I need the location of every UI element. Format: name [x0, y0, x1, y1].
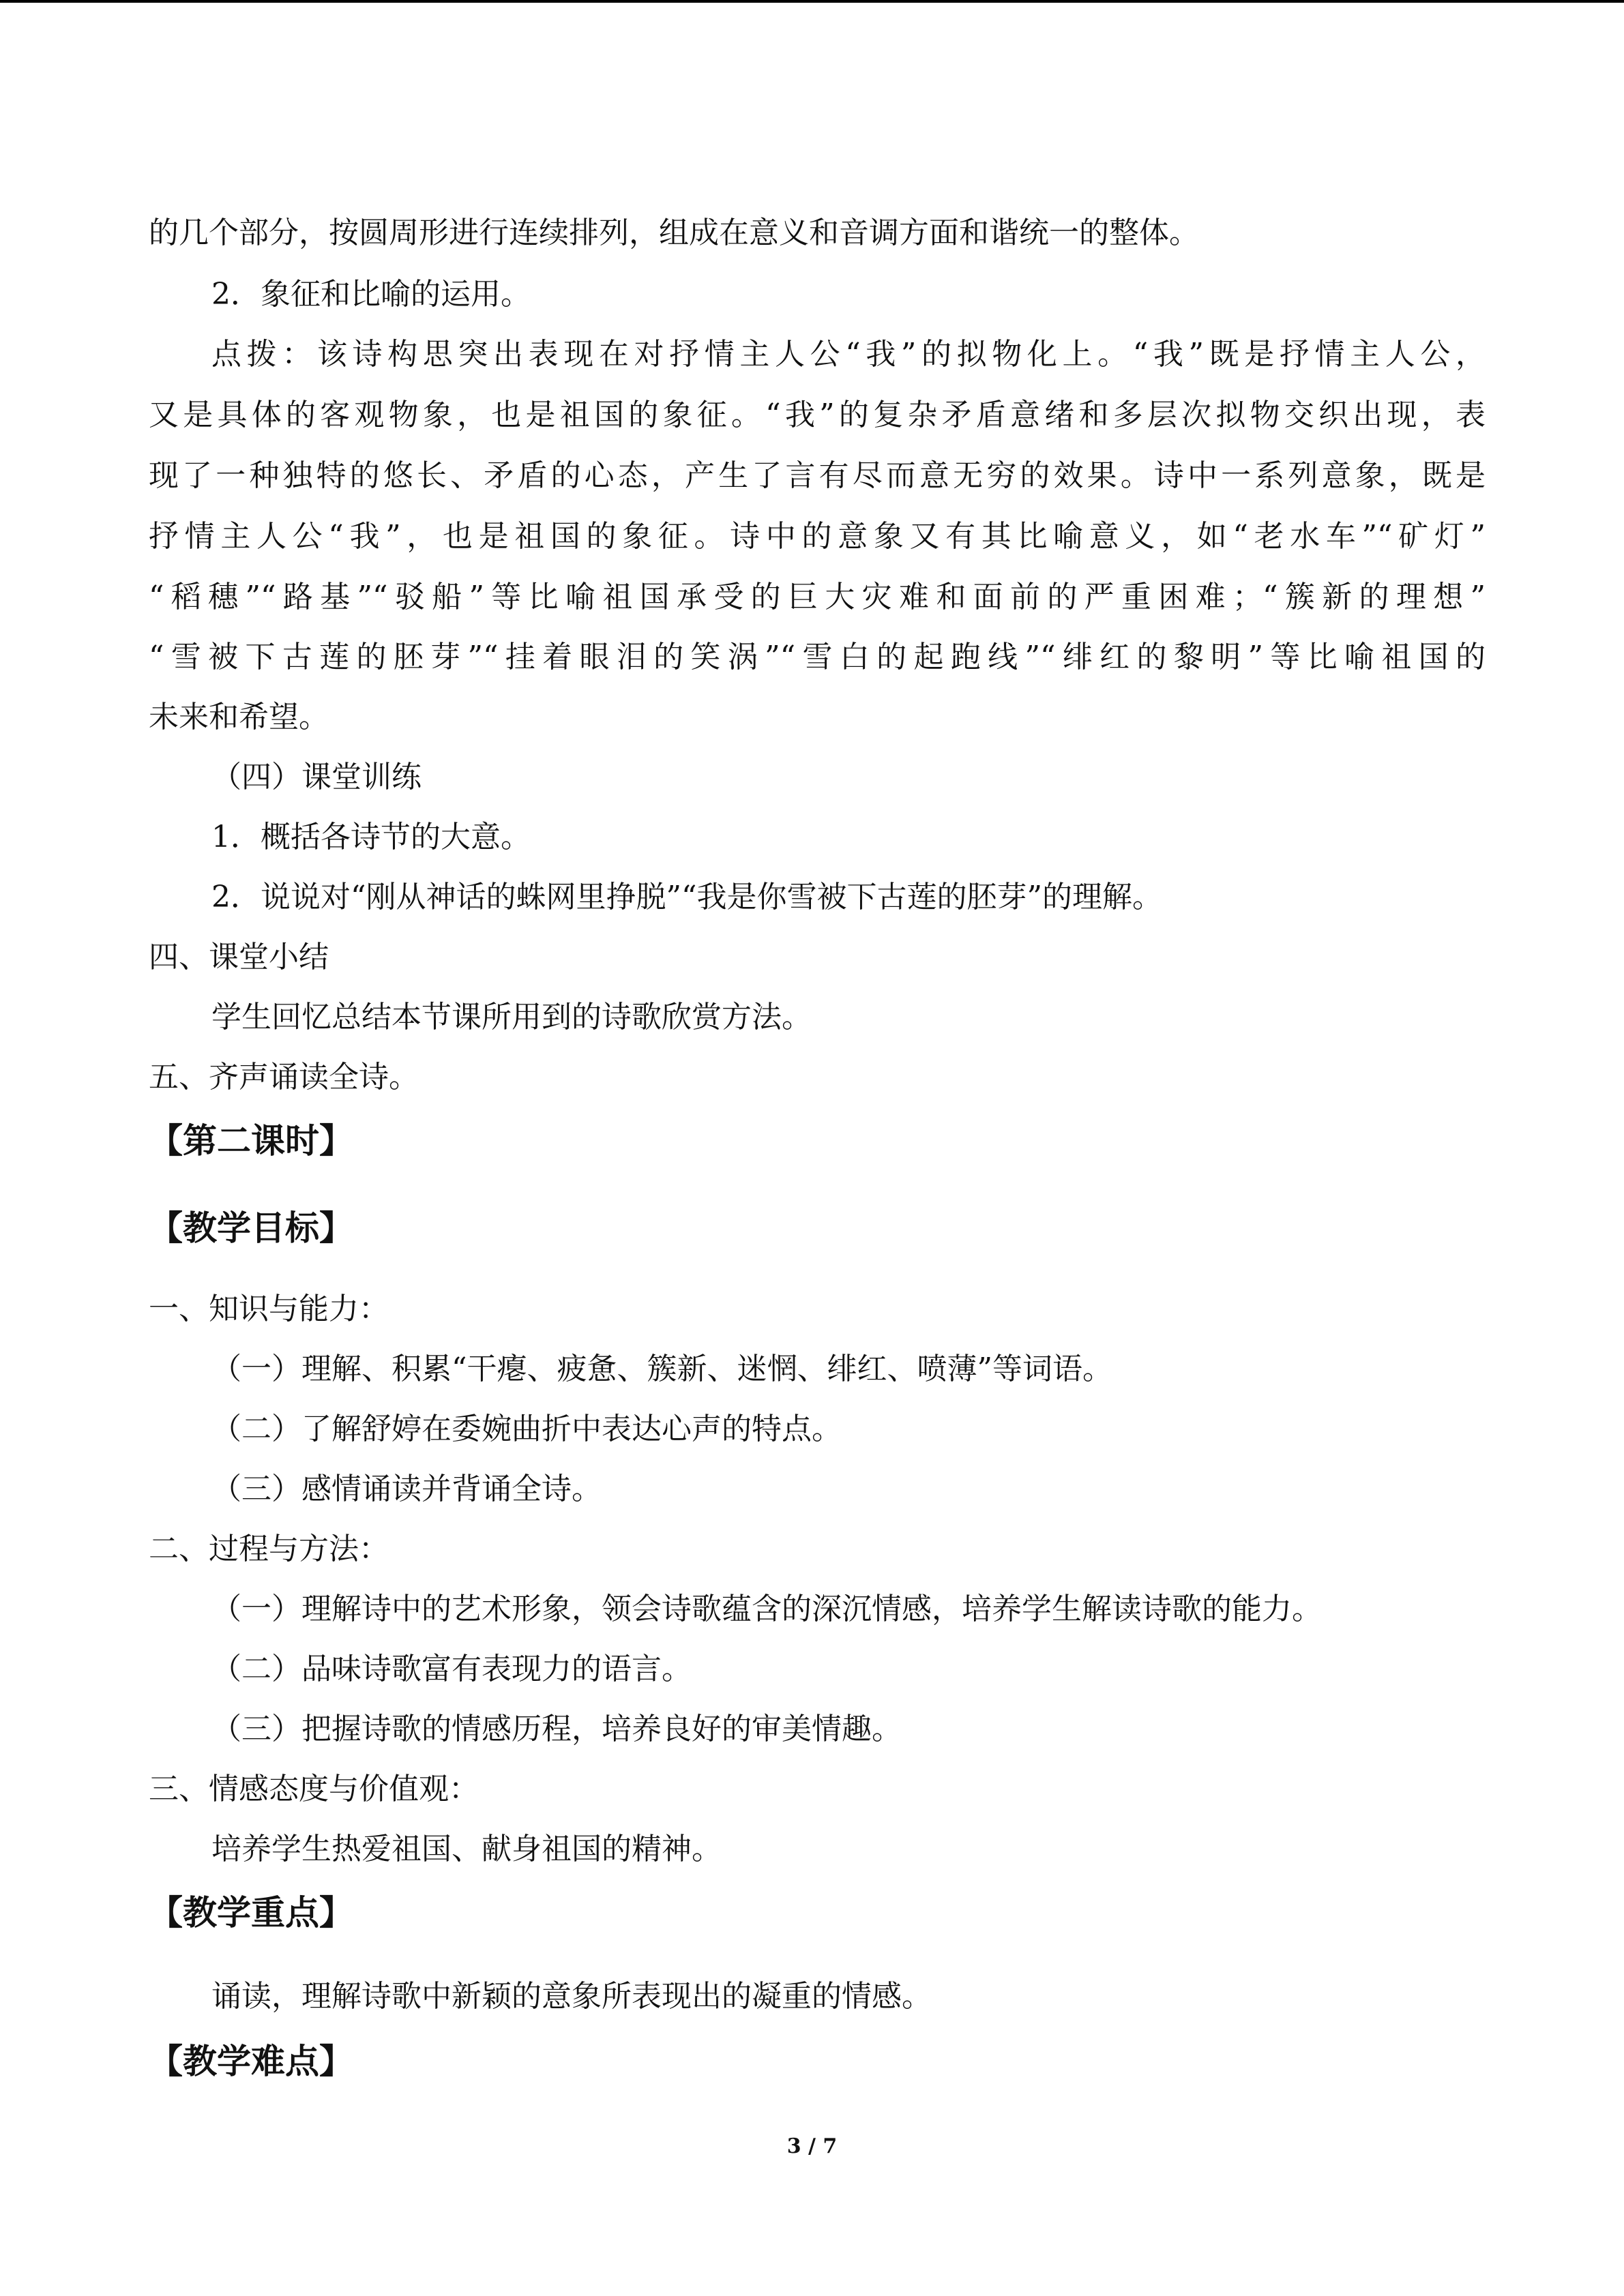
goal-item: （一）理解、积累“干瘪、疲惫、簇新、迷惘、绯红、喷薄”等词语。 — [211, 1352, 1112, 1386]
training-item: 1．概括各诗节的大意。 — [211, 820, 531, 854]
heading-teaching-focus: 【教学重点】 — [149, 1892, 353, 1933]
goal-item: （二）了解舒婷在委婉曲折中表达心声的特点。 — [211, 1412, 842, 1446]
goal-category: 一、知识与能力： — [149, 1292, 389, 1326]
hint-paragraph-line: 点拨：该诗构思突出表现在对抒情主人公“我”的拟物化上。“我”既是抒情主人公， — [211, 337, 1486, 372]
goal-category: 二、过程与方法： — [149, 1532, 389, 1566]
hint-paragraph-line: 未来和希望。 — [149, 700, 329, 734]
page-number: 3 / 7 — [786, 2134, 838, 2158]
goal-item: （三）把握诗歌的情感历程，培养良好的审美情趣。 — [211, 1712, 902, 1746]
heading-second-lesson: 【第二课时】 — [149, 1120, 353, 1161]
hint-paragraph-line: 现了一种独特的悠长、矛盾的心态，产生了言有尽而意无穷的效果。诗中一系列意象，既是 — [149, 458, 1486, 493]
section-heading-recite: 五、齐声诵读全诗。 — [149, 1060, 419, 1094]
training-item: 2．说说对“刚从神话的蛛网里挣脱”“我是你雪被下古莲的胚芽”的理解。 — [211, 880, 1162, 914]
hint-paragraph-line: “稻穗”“路基”“驳船”等比喻祖国承受的巨大灾难和面前的严重困难；“簇新的理想” — [149, 580, 1486, 614]
hint-paragraph-line: 抒情主人公“我”，也是祖国的象征。诗中的意象又有其比喻意义，如“老水车”“矿灯” — [149, 519, 1486, 554]
goal-category: 三、情感态度与价值观： — [149, 1772, 479, 1806]
hint-paragraph-line: 又是具体的客观物象，也是祖国的象征。“我”的复杂矛盾意绪和多层次拟物交织出现，表 — [149, 398, 1486, 432]
hint-paragraph-line: “雪被下古莲的胚芽”“挂着眼泪的笑涡”“雪白的起跑线”“绯红的黎明”等比喻祖国的 — [149, 640, 1486, 674]
focus-text: 诵读，理解诗歌中新颖的意象所表现出的凝重的情感。 — [211, 1979, 932, 2014]
heading-teaching-goals: 【教学目标】 — [149, 1208, 353, 1248]
paragraph-continuation: 的几个部分，按圆周形进行连续排列，组成在意义和音调方面和谐统一的整体。 — [149, 215, 1199, 250]
goal-item: （三）感情诵读并背诵全诗。 — [211, 1472, 602, 1506]
goal-item: （二）品味诗歌富有表现力的语言。 — [211, 1652, 692, 1686]
summary-text: 学生回忆总结本节课所用到的诗歌欣赏方法。 — [211, 1000, 812, 1034]
item-symbolism-heading: 2．象征和比喻的运用。 — [211, 277, 531, 312]
section-heading-classroom-training: （四）课堂训练 — [211, 760, 422, 794]
goal-item: （一）理解诗中的艺术形象，领会诗歌蕴含的深沉情感，培养学生解读诗歌的能力。 — [211, 1592, 1322, 1626]
heading-teaching-difficulty: 【教学难点】 — [149, 2041, 353, 2081]
section-heading-summary: 四、课堂小结 — [149, 940, 329, 974]
goal-item: 培养学生热爱祖国、献身祖国的精神。 — [211, 1832, 722, 1866]
